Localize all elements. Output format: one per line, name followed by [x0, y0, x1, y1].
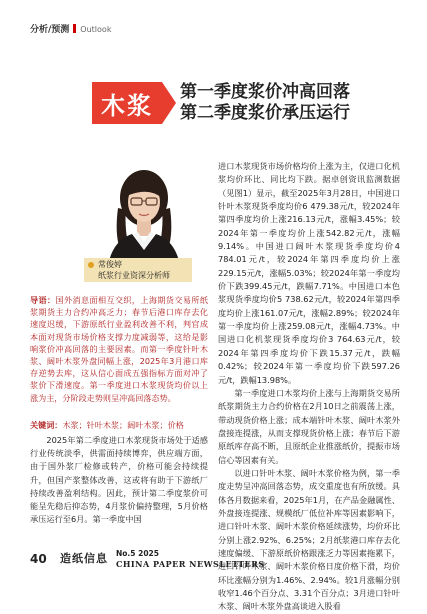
body-paragraph: 2025年第二季度进口木浆现货市场处于适感行业传统淡季，供需面持续博弈，供应端方面，由于国外浆厂检修或转产，价格可能会持续提升，但国产浆整体改善，这或将有助于下游纸厂持续改善盈利结构。因此，预计第二季度浆价可能呈先稳后抑态势，4月浆价偏持整理，5月价格承压运行至6月。第一季度中国: [30, 435, 208, 525]
magazine-name: CHINA PAPER NEWSLETTERS: [116, 559, 265, 569]
title-badge: 木浆: [92, 82, 162, 124]
lead-paragraph: [30, 294, 208, 404]
author-role: 纸浆行业资深分析师: [98, 271, 170, 280]
article-title: [92, 78, 352, 128]
title-line-2: 第二季度浆价承压运行: [180, 103, 350, 123]
magazine-logo: 造纸信息: [60, 552, 108, 565]
title-line-1: 第一季度浆价冲高回落: [180, 82, 350, 102]
bullet-dot-icon: [88, 262, 94, 268]
page-footer: [0, 546, 427, 574]
lead-label: 导语：: [30, 295, 56, 305]
body-column-left: [30, 434, 208, 526]
author-name: 常俊婷: [98, 260, 122, 269]
section-divider: [73, 24, 76, 33]
section-title-en: Outlook: [80, 25, 112, 34]
issue-number: No.5 2025: [116, 549, 159, 558]
author-card: [84, 258, 192, 282]
title-lines: [180, 82, 350, 124]
lead-text: 国外消息面相互交织，上海期货交易所纸浆期货主力合约冲高乏力；春节后港口库存去化速度迟缓，下游原纸行业盈利改善不利，判官成本面对现货市场价格支撑力度减弱等，这给是影响浆价冲高回落的主要因素。而第一季度针叶木浆、阔叶木浆外盘同幅上涨，2025年3月港口库存逆势去库，这从信心面成五强指标方面对冲了浆价下滑速度。第一季度进口木浆现货均价以上涨为主，分阶段走势则呈冲高回落态势。: [30, 295, 208, 403]
section-title: 分析/预测: [30, 25, 70, 35]
keywords: [30, 419, 208, 431]
body-paragraph: 以进口针叶木浆、阔叶木浆价格为例，第一季度走势呈冲高回落态势，成交重度也有所放缓。具体各月数据来看，2025年1月，在产品金融属性、外盘接连提涨、规模纸厂低位补库等因素影响下，进口针叶木浆、阔叶木浆价格延续涨势，均价环比分别上涨2.92%、6.25%；2月纸浆港口库存去化速度偏缓、下游原纸价格跟涨乏力等因素拖累下，进口针叶木浆、阔叶木浆价格日度价格下滑，均价环比涨幅分别为1.46%、2.94%。较1月涨幅分别收窄1.46个百分点、3.31个百分点；3月进口针叶木浆、阔叶木浆外盘高谈进入股看: [218, 467, 400, 612]
keywords-label: 关键词：: [30, 420, 63, 430]
page-number: 40: [30, 552, 47, 566]
section-header: [30, 22, 111, 35]
body-paragraph: 进口木浆现货市场价格均价上涨为主，仅进口化机浆均价环比、同比均下跌。据卓创资讯监测数据（见图1）显示，截至2025年3月28日，中国进口针叶木浆现货季度均价6 479.38元/t，较2024年第四季度均价上涨216.13元/t，涨幅3.45%；较2024年第一季度均价上涨542.82元/t，涨幅9.14%。中国进口阔叶木浆现货季度均价4 784.01元/t，较2024年第四季度均价上涨229.15元/t，涨幅5.03%；较2024年第一季度均价下跌399.45元/t，跌幅7.71%。中国进口本色浆现货季度均价5 738.62元/t，较2024年第四季度均价上涨161.07元/t，涨幅2.89%；较2024年第一季度均价上涨259.08元/t，涨幅4.73%。中国进口化机浆现货季度均价3 764.63元/t，较2024年第四季度均价下跌15.37元/t，跌幅0.42%；较2024年第一季度均价下跌597.26元/t，跌幅13.98%。: [218, 161, 400, 385]
body-paragraph: 第一季度进口木浆均价上涨与上海期货交易所纸浆期货主力合约价格在2月10日之前震荡上涨，带动现货价格上涨；成本端针叶木浆、阔叶木浆外盘接连提涨，从而支撑现货价格上涨；春节后下游原纸库存高不断，且原纸企业推涨纸价，提振市场信心等因素有关。: [218, 387, 400, 465]
keywords-text: 木浆；针叶木浆；阔叶木浆；价格: [62, 420, 184, 430]
